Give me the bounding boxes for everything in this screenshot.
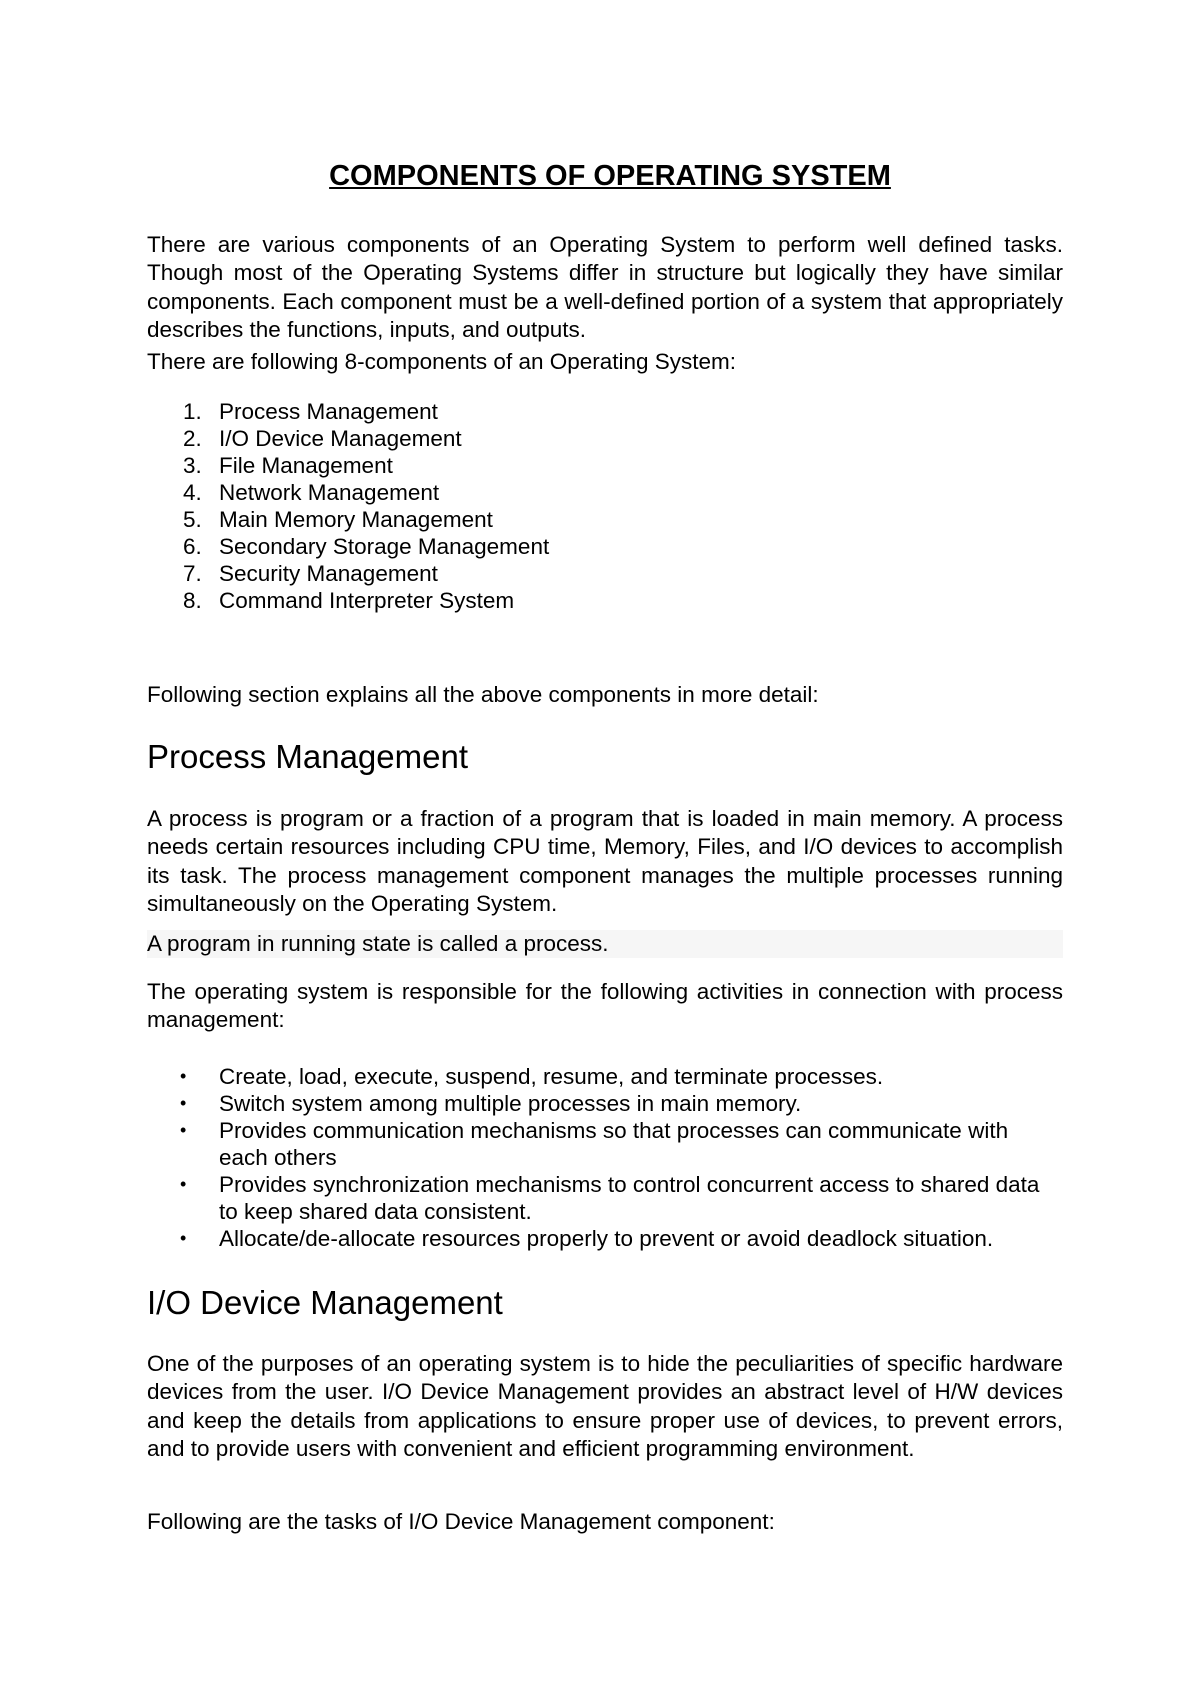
- list-item-label: Command Interpreter System: [219, 588, 515, 613]
- document-title: COMPONENTS OF OPERATING SYSTEM: [329, 160, 891, 192]
- list-item: [147, 398, 1063, 425]
- bullet-icon: •: [180, 1174, 187, 1194]
- components-list-intro: There are following 8-components of an Operating System:: [147, 349, 737, 374]
- list-item-label: I/O Device Management: [219, 426, 462, 451]
- list-item: [147, 1225, 1063, 1252]
- components-list: [147, 398, 1063, 614]
- list-item: [147, 1090, 1063, 1117]
- list-number: 4.: [183, 480, 202, 505]
- io-paragraph-2: Following are the tasks of I/O Device Management component:: [147, 1509, 775, 1534]
- bullet-icon: •: [180, 1093, 187, 1113]
- bullet-icon: •: [180, 1066, 187, 1086]
- process-highlight-line: [147, 930, 1063, 958]
- list-item-label: Main Memory Management: [219, 507, 493, 532]
- list-item-label: Secondary Storage Management: [219, 534, 550, 559]
- list-item-label: File Management: [219, 453, 393, 478]
- list-item-label: Process Management: [219, 399, 438, 424]
- process-paragraph-2: The operating system is responsible for the following activities in connection with process management:: [147, 979, 1063, 1033]
- process-management-heading: Process Management: [147, 738, 468, 775]
- list-item-label: Provides communication mechanisms so that processes can communicate with each others: [219, 1118, 1009, 1170]
- intro-paragraph: There are various components of an Operating System to perform well defined tasks. Though most of the Operating Systems differ in structure but logically they have similar components. Each component must be a well-defined portion of a system that appropriately describes the functions, inputs, and outputs.: [147, 232, 1063, 342]
- list-item-label: Allocate/de-allocate resources properly to prevent or avoid deadlock situation.: [219, 1226, 994, 1251]
- list-item: [147, 425, 1063, 452]
- list-number: 2.: [183, 426, 202, 451]
- list-item: [147, 1171, 1063, 1225]
- list-item-label: Switch system among multiple processes in main memory.: [219, 1091, 802, 1116]
- bullet-icon: •: [180, 1120, 187, 1140]
- list-number: 1.: [183, 399, 202, 424]
- list-item: [147, 560, 1063, 587]
- list-item: [147, 1117, 1063, 1171]
- process-activities-list: [147, 1063, 1063, 1252]
- list-item: [147, 1063, 1063, 1090]
- list-item-label: Security Management: [219, 561, 438, 586]
- list-item: [147, 452, 1063, 479]
- list-item: [147, 587, 1063, 614]
- list-number: 8.: [183, 588, 202, 613]
- list-number: 3.: [183, 453, 202, 478]
- io-paragraph-1: One of the purposes of an operating system is to hide the peculiarities of specific hardware devices from the user. I/O Device Management provides an abstract level of H/W devices and keep the details from applications to ensure proper use of devices, to prevent errors, and to provide users with convenient and efficient programming environment.: [147, 1351, 1063, 1461]
- list-item: [147, 479, 1063, 506]
- bullet-icon: •: [180, 1228, 187, 1248]
- list-item: [147, 506, 1063, 533]
- list-item: [147, 533, 1063, 560]
- highlighted-text: A program in running state is called a process.: [147, 930, 1063, 958]
- list-item-label: Provides synchronization mechanisms to control concurrent access to shared data to keep shared data consistent.: [219, 1172, 1040, 1224]
- list-number: 7.: [183, 561, 202, 586]
- list-number: 5.: [183, 507, 202, 532]
- list-item-label: Create, load, execute, suspend, resume, and terminate processes.: [219, 1064, 884, 1089]
- io-device-management-heading: I/O Device Management: [147, 1284, 503, 1321]
- list-number: 6.: [183, 534, 202, 559]
- process-paragraph-1: A process is program or a fraction of a program that is loaded in main memory. A process needs certain resources including CPU time, Memory, Files, and I/O devices to accomplish its task. The process management component manages the multiple processes running simultaneously on the Operating System.: [147, 806, 1063, 916]
- detail-intro: Following section explains all the above components in more detail:: [147, 682, 819, 707]
- list-item-label: Network Management: [219, 480, 440, 505]
